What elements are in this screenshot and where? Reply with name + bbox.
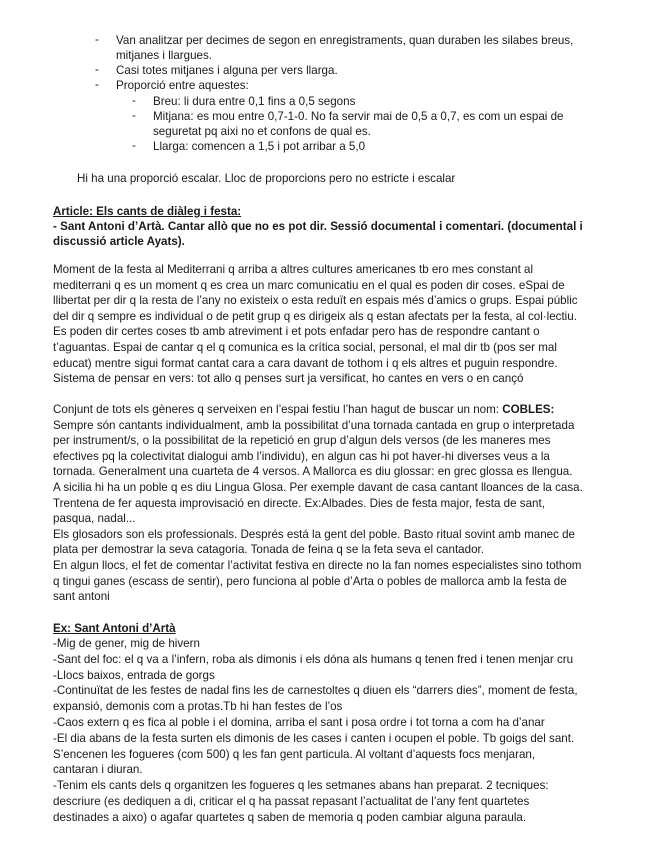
- paragraph-cobles: [53, 402, 613, 605]
- list-dash: -: [95, 63, 99, 76]
- paragraph-line: t’aguantas. Espai de cantar q el q comunica es la crítica social, personal, el mal dir tb (pos ser mal: [53, 340, 557, 354]
- paragraph-line: A sicilia hi ha un poble q es diu Lingua Glosa. Per exemple davant de casa cantant lloances de la casa.: [53, 480, 583, 494]
- sublist-item-2-line-2: seguretat pq aixi no et confons de qual es.: [153, 125, 371, 138]
- proportion-note: Hi ha una proporció escalar. Lloc de proporcions pero no estricte i escalar: [77, 172, 456, 185]
- paragraph-line: llibertat per dir q la resta de l’any no existeix o esta reduït en espais més d’amics o grups. Espai públic: [53, 294, 578, 308]
- sublist-dash: -: [132, 139, 136, 152]
- list-item-3: Proporció entre aquestes:: [116, 79, 249, 92]
- example-line: -Tenim els cants dels q organitzen les fogueres q les setmanes abans han preparat. 2 tecniques:: [53, 779, 549, 793]
- article-subheading-line-1: - Sant Antoni d’Artà. Cantar allò que no es pot dir. Sessió documental i comentari. (documental i: [53, 220, 583, 233]
- paragraph-line: Trentena de fer aquesta improvisació en directe. Ex:Albades. Dies de festa major, festa de sant,: [53, 496, 545, 510]
- example-list: [53, 636, 613, 826]
- paragraph-line: Es poden dir certes coses tb amb atreviment i et pots enfadar pero has de respondre cantant o: [53, 325, 540, 339]
- example-heading: Ex: Sant Antoni d’Artà: [53, 622, 176, 635]
- sublist-item-2-line-1: Mitjana: es mou entre 0,7-1-0. No fa servir mai de 0,5 a 0,7, es com un espai de: [153, 110, 564, 123]
- paragraph-moment-de-la-festa: [53, 262, 613, 387]
- example-line: -Sant del foc: el q va a l’infern, roba als dimonis i els dóna als humans q tenen fred i tenen menjar cru: [53, 652, 574, 666]
- paragraph-line: Sistema de pensar en vers: tot allo q penses surt ja versificat, ho cantes en vers o en cançó: [53, 372, 524, 386]
- example-line: -Llocs baixos, entrada de gorgs: [53, 668, 215, 682]
- paragraph-line: Moment de la festa al Mediterrani q arriba a altres cultures americanes tb ero mes constant al: [53, 263, 534, 276]
- paragraph-line: per instrument/s, o la possibilitat de la repetició en grup d’algun dels versos (de les maneres mes: [53, 434, 551, 448]
- cobles-term: COBLES:: [502, 403, 555, 416]
- article-heading: Article: Els cants de diàleg i festa:: [53, 205, 242, 218]
- list-dash: -: [95, 78, 99, 91]
- example-line: expansió, demonis com a protas.Tb hi han festes de l’os: [53, 700, 343, 714]
- list-item-1-line-1: Van analitzar per decimes de segon en enregistraments, quan duraben les silabes breus,: [116, 34, 574, 47]
- paragraph-line: q tingui ganes (escass de sentir), pero funciona al poble d’Arta o pobles de mallorca amb la festa de: [53, 574, 567, 588]
- example-line: -El dia abans de la festa surten els dimonis de les cases i canten i ocupen el poble. Tb goigs del sant.: [53, 731, 575, 745]
- paragraph-line: educat) mentre sigui format cantat cara a cara davant de tothom i q els altres et puguin respondre.: [53, 356, 558, 370]
- list-dash: -: [95, 33, 99, 46]
- paragraph-line: mediterrani q es un moment q es crea un marc comunicatiu en el qual es poden dir coses. eSpai de: [53, 278, 565, 292]
- list-item-2: Casi totes mitjanes i alguna per vers llarga.: [116, 64, 338, 77]
- cobles-intro: Conjunt de tots els gèneres q serveixen en l’espai festiu l’han hagut de buscar un nom:: [53, 403, 503, 416]
- paragraph-line: pasqua, nadal...: [53, 512, 136, 526]
- paragraph-line: [53, 402, 613, 418]
- paragraph-line: Sempre són cantants individualment, amb la possibilitat d’una tornada cantada en grup o interpretada: [53, 418, 575, 432]
- paragraph-line: sant antoni: [53, 590, 110, 604]
- paragraph-line: del dir q sempre es individual o de petit grup q es dirigeix als q estan afectats per la festa, al col·lectiu.: [53, 309, 577, 323]
- example-line: -Continuïtat de les festes de nadal fins les de carnestoltes q diuen els “darrers dies”, moment de festa,: [53, 684, 578, 698]
- example-line: -Mig de gener, mig de hivern: [53, 637, 200, 650]
- example-line: S’encenen les fogueres (com 500) q les fan gent particula. Al voltant d’aquests focs menjaran,: [53, 747, 536, 761]
- paragraph-line: plata per demostrar la seva catagoria. Tonada de feina q se la feta seva el cantador.: [53, 543, 484, 557]
- paragraph-line: efectives pq la colectivitat dialogui amb l’individu), en algun cas hi pot haver-hi diverses veus a la: [53, 449, 550, 463]
- list-item-1-line-2: mitjanes i llargues.: [116, 49, 213, 62]
- paragraph-line: tornada. Generalment una cuarteta de 4 versos. A Mallorca es diu glossar: en grec glossa es llengua.: [53, 465, 573, 479]
- sublist-item-3: Llarga: comencen a 1,5 i pot arribar a 5,0: [153, 140, 366, 153]
- example-line: descriure (es dediquen a di, criticar el q ha passat repasant l’actualitat de l’any fent quartetes: [53, 794, 530, 808]
- article-subheading-line-2: discussió article Ayats).: [53, 235, 185, 248]
- example-line: destinades a aixo) o agafar quartetes q saben de memoria q poden cambiar alguna paraula.: [53, 810, 527, 824]
- sublist-item-1: Breu: li dura entre 0,1 fins a 0,5 segons: [153, 95, 356, 108]
- sublist-dash: -: [132, 94, 136, 107]
- example-line: -Caos extern q es fica al poble i el domina, arriba el sant i posa ordre i tot torna a com ha d’anar: [53, 715, 545, 729]
- paragraph-line: En algun llocs, el fet de comentar l’activitat festiva en directe no la fan nomes especialistes sino tothom: [53, 558, 582, 572]
- paragraph-line: Els glosadors son els professionals. Després está la gent del poble. Basto ritual sovint amb manec de: [53, 527, 576, 541]
- example-line: cantaran i diuran.: [53, 763, 143, 777]
- sublist-dash: -: [132, 109, 136, 122]
